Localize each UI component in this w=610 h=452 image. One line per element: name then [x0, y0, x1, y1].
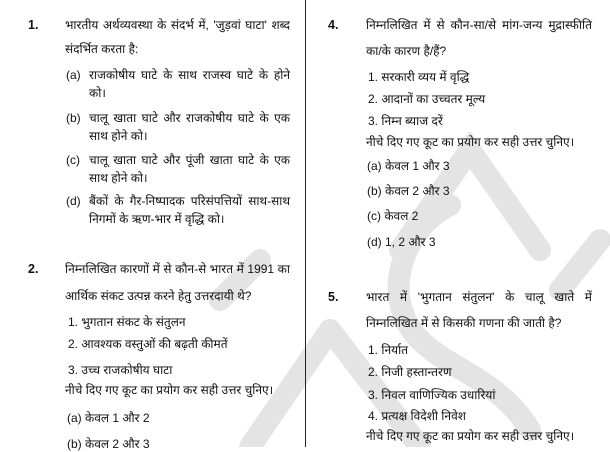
question-stem: भारतीय अर्थव्यवस्था के संदर्भ में, 'जुड़वां घाटा' शब्द — [65, 18, 290, 32]
statement: 1. सरकारी व्यय में वृद्धि — [368, 70, 470, 84]
option: (b) केवल 2 और 3 — [67, 437, 150, 451]
option-label: (b) — [66, 111, 81, 125]
statement: 2. निजी हस्तान्तरण — [368, 365, 452, 379]
question-number: 5. — [328, 290, 339, 304]
statement: 3. उच्च राजकोषीय घाटा — [68, 363, 173, 377]
question-number: 2. — [28, 262, 39, 276]
option-text: चालू खाता घाटे और राजकोषीय घाटे के एक — [89, 111, 290, 125]
question-stem: संदर्भित करता है: — [65, 42, 139, 56]
statement: 3. निम्न ब्याज दरें — [368, 114, 443, 128]
option-label: (d) — [66, 194, 81, 208]
option-label: (a) — [66, 68, 81, 82]
statement: 1. निर्यात — [368, 343, 409, 357]
option-text: को। — [89, 86, 106, 100]
option: (c) केवल 2 — [367, 209, 419, 223]
instruction: नीचे दिए गए कूट का प्रयोग कर सही उत्तर चुनिए। — [366, 135, 575, 149]
option-text: साथ होने को। — [89, 129, 148, 143]
statement: 3. निवल वाणिज्यिक उधारियां — [368, 388, 496, 402]
question-stem: का/के कारण है/हैं? — [366, 44, 447, 58]
question-stem: निम्नलिखित में से कौन-सा/से मांग-जन्य मुद्रास्फीति — [366, 18, 592, 32]
option: (a) केवल 1 और 2 — [67, 411, 150, 425]
question-number: 4. — [328, 18, 339, 32]
statement: 2. आदानों का उच्चतर मूल्य — [368, 92, 486, 106]
question-number: 1. — [28, 18, 39, 32]
instruction: नीचे दिए गए कूट का प्रयोग कर सही उत्तर चुनिए। — [65, 383, 274, 397]
option-text: निगमों के ऋण-भार में वृद्धि को। — [89, 212, 225, 226]
instruction: नीचे दिए गए कूट का प्रयोग कर सही उत्तर चुनिए। — [366, 429, 575, 443]
option-text: बैंकों के गैर-निष्पादक परिसंपत्तियों साथ-साथ — [89, 194, 290, 208]
option: (d) 1, 2 और 3 — [367, 235, 436, 249]
option-text: राजकोषीय घाटे के साथ राजस्व घाटे के होने — [89, 68, 290, 82]
option: (b) केवल 2 और 3 — [367, 184, 450, 198]
statement: 1. भुगतान संकट के संतुलन — [68, 315, 186, 329]
statement: 2. आवश्यक वस्तुओं की बढ़ती कीमतें — [68, 337, 228, 351]
option-text: चालू खाता घाटे और पूंजी खाता घाटे के एक — [89, 153, 290, 167]
column-divider — [305, 0, 306, 447]
statement: 4. प्रत्यक्ष विदेशी निवेश — [368, 409, 466, 423]
question-stem: भारत में 'भुगतान संतुलन' के चालू खाते में — [366, 290, 592, 304]
option: (a) केवल 1 और 3 — [367, 159, 450, 173]
option-text: साथ होने को। — [89, 171, 148, 185]
option-label: (c) — [66, 153, 80, 167]
question-stem: निम्नलिखित में से किसकी गणना की जाती है? — [366, 316, 562, 330]
question-stem: निम्नलिखित कारणों में से कौन-से भारत में 1991 का — [65, 262, 290, 276]
question-stem: आर्थिक संकट उत्पन्न करने हेतु उत्तरदायी थे? — [65, 289, 252, 303]
